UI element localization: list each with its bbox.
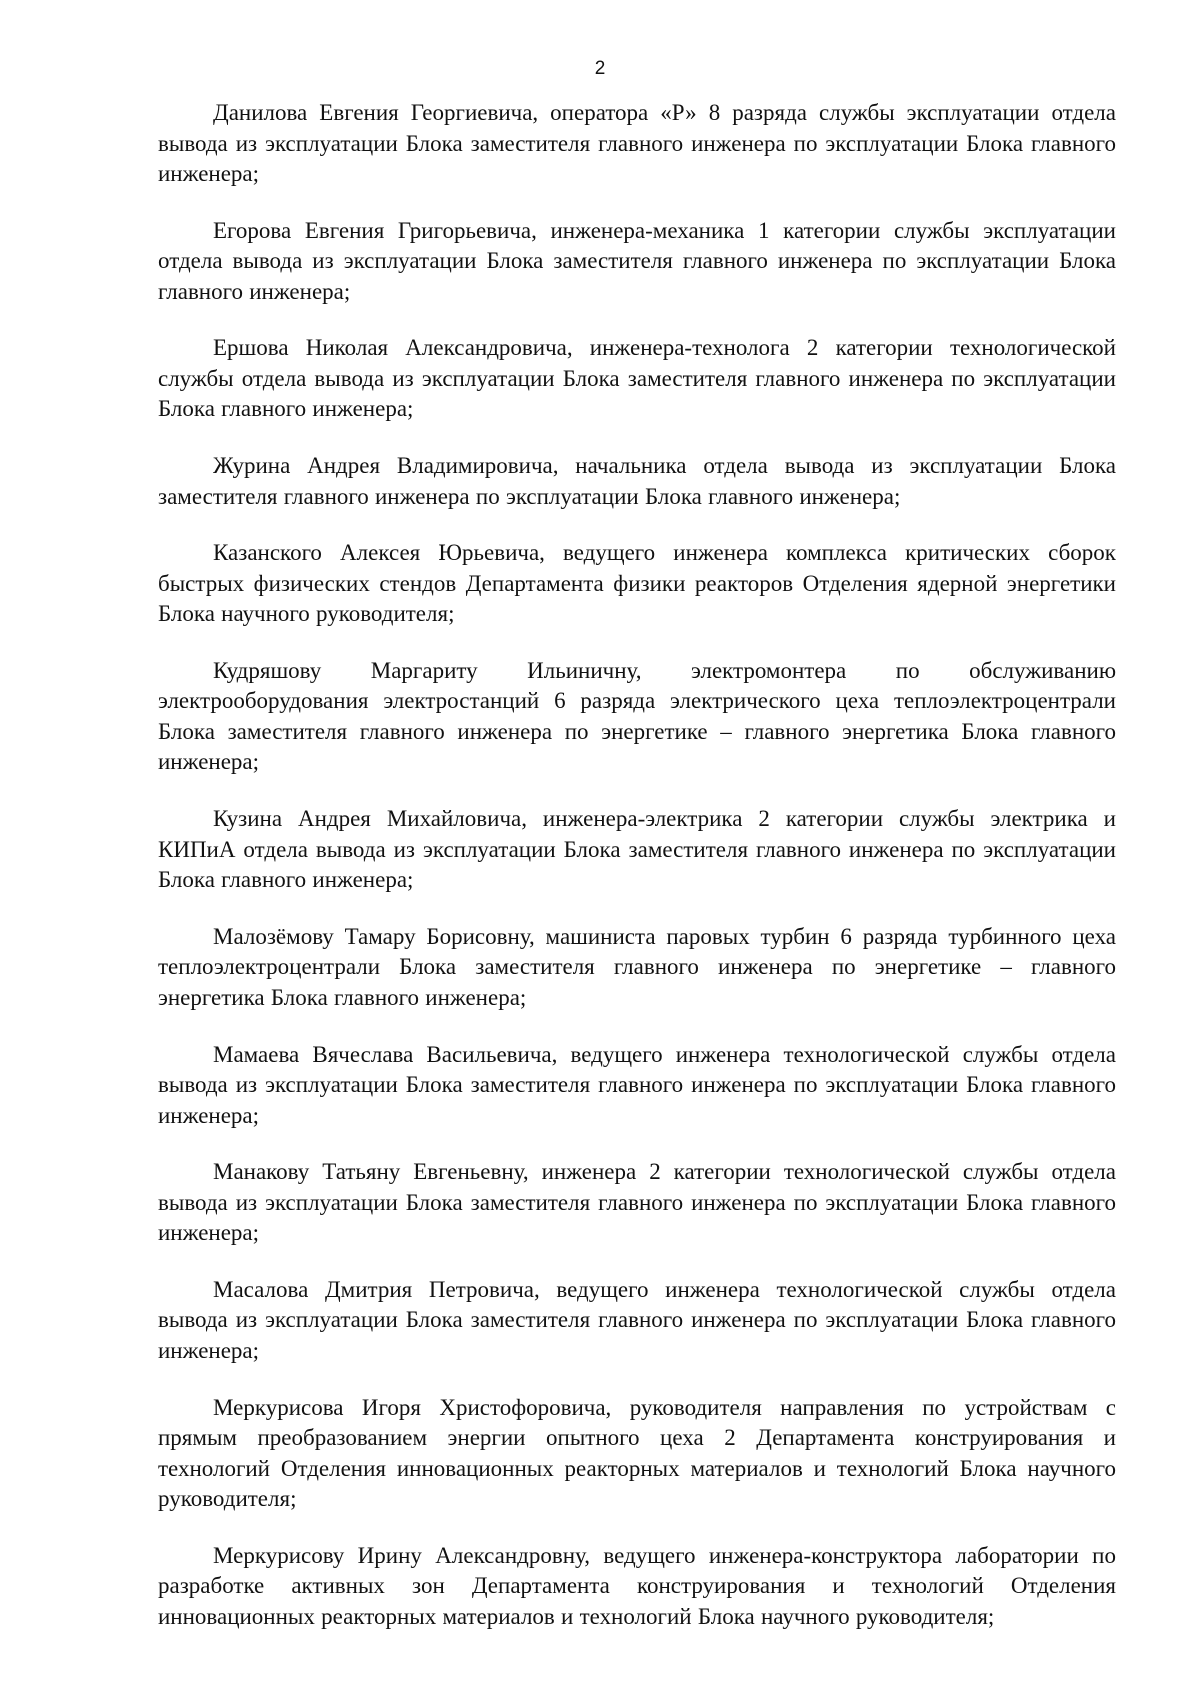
list-item: Малозёмову Тамару Борисовну, машиниста паровых турбин 6 разряда турбинного цеха теплоэлектроцентрали Блока заместителя главного инженера по энергетике – главного энергетика Блока главного инженера; [158, 923, 1116, 1010]
award-list [158, 98, 1116, 1632]
list-item: Манакову Татьяну Евгеньевну, инженера 2 категории технологической службы отдела вывода из эксплуатации Блока заместителя главного инженера по эксплуатации Блока главного инженера; [158, 1159, 1116, 1246]
list-item: Кузина Андрея Михайловича, инженера-электрика 2 категории службы электрика и КИПиА отдела вывода из эксплуатации Блока заместителя главного инженера по эксплуатации Блока главного инженера; [158, 806, 1116, 893]
list-item: Кудряшову Маргариту Ильиничну, электромонтера по обслуживанию электрооборудования электростанций 6 разряда электрического цеха теплоэлектроцентрали Блока заместителя главного инженера по энергетике – главного энергетика Блока главного инженера; [158, 657, 1116, 775]
list-item: Казанского Алексея Юрьевича, ведущего инженера комплекса критических сборок быстрых физических стендов Департамента физики реакторов Отделения ядерной энергетики Блока научного руководителя; [158, 540, 1116, 627]
list-item: Ершова Николая Александровича, инженера-технолога 2 категории технологической службы отдела вывода из эксплуатации Блока заместителя главного инженера по эксплуатации Блока главного инженера; [158, 335, 1116, 422]
list-item: Егорова Евгения Григорьевича, инженера-механика 1 категории службы эксплуатации отдела вывода из эксплуатации Блока заместителя главного инженера по эксплуатации Блока главного инженера; [158, 217, 1116, 304]
list-item: Меркурисова Игоря Христофоровича, руководителя направления по устройствам с прямым преобразованием энергии опытного цеха 2 Департамента конструирования и технологий Отделения инновационных реакторных материалов и технологий Блока научного руководителя; [158, 1394, 1116, 1512]
list-item: Меркурисову Ирину Александровну, ведущего инженера-конструктора лаборатории по разработке активных зон Департамента конструирования и технологий Отделения инновационных реакторных материалов и технологий Блока научного руководителя; [158, 1542, 1116, 1629]
list-item: Журина Андрея Владимировича, начальника отдела вывода из эксплуатации Блока заместителя главного инженера по эксплуатации Блока главного инженера; [158, 453, 1116, 509]
list-item: Мамаева Вячеслава Васильевича, ведущего инженера технологической службы отдела вывода из эксплуатации Блока заместителя главного инженера по эксплуатации Блока главного инженера; [158, 1041, 1116, 1128]
list-item: Масалова Дмитрия Петровича, ведущего инженера технологической службы отдела вывода из эксплуатации Блока заместителя главного инженера по эксплуатации Блока главного инженера; [158, 1276, 1116, 1363]
list-item: Данилова Евгения Георгиевича, оператора «Р» 8 разряда службы эксплуатации отдела вывода из эксплуатации Блока заместителя главного инженера по эксплуатации Блока главного инженера; [158, 100, 1116, 186]
page-number: 2 [594, 58, 606, 79]
